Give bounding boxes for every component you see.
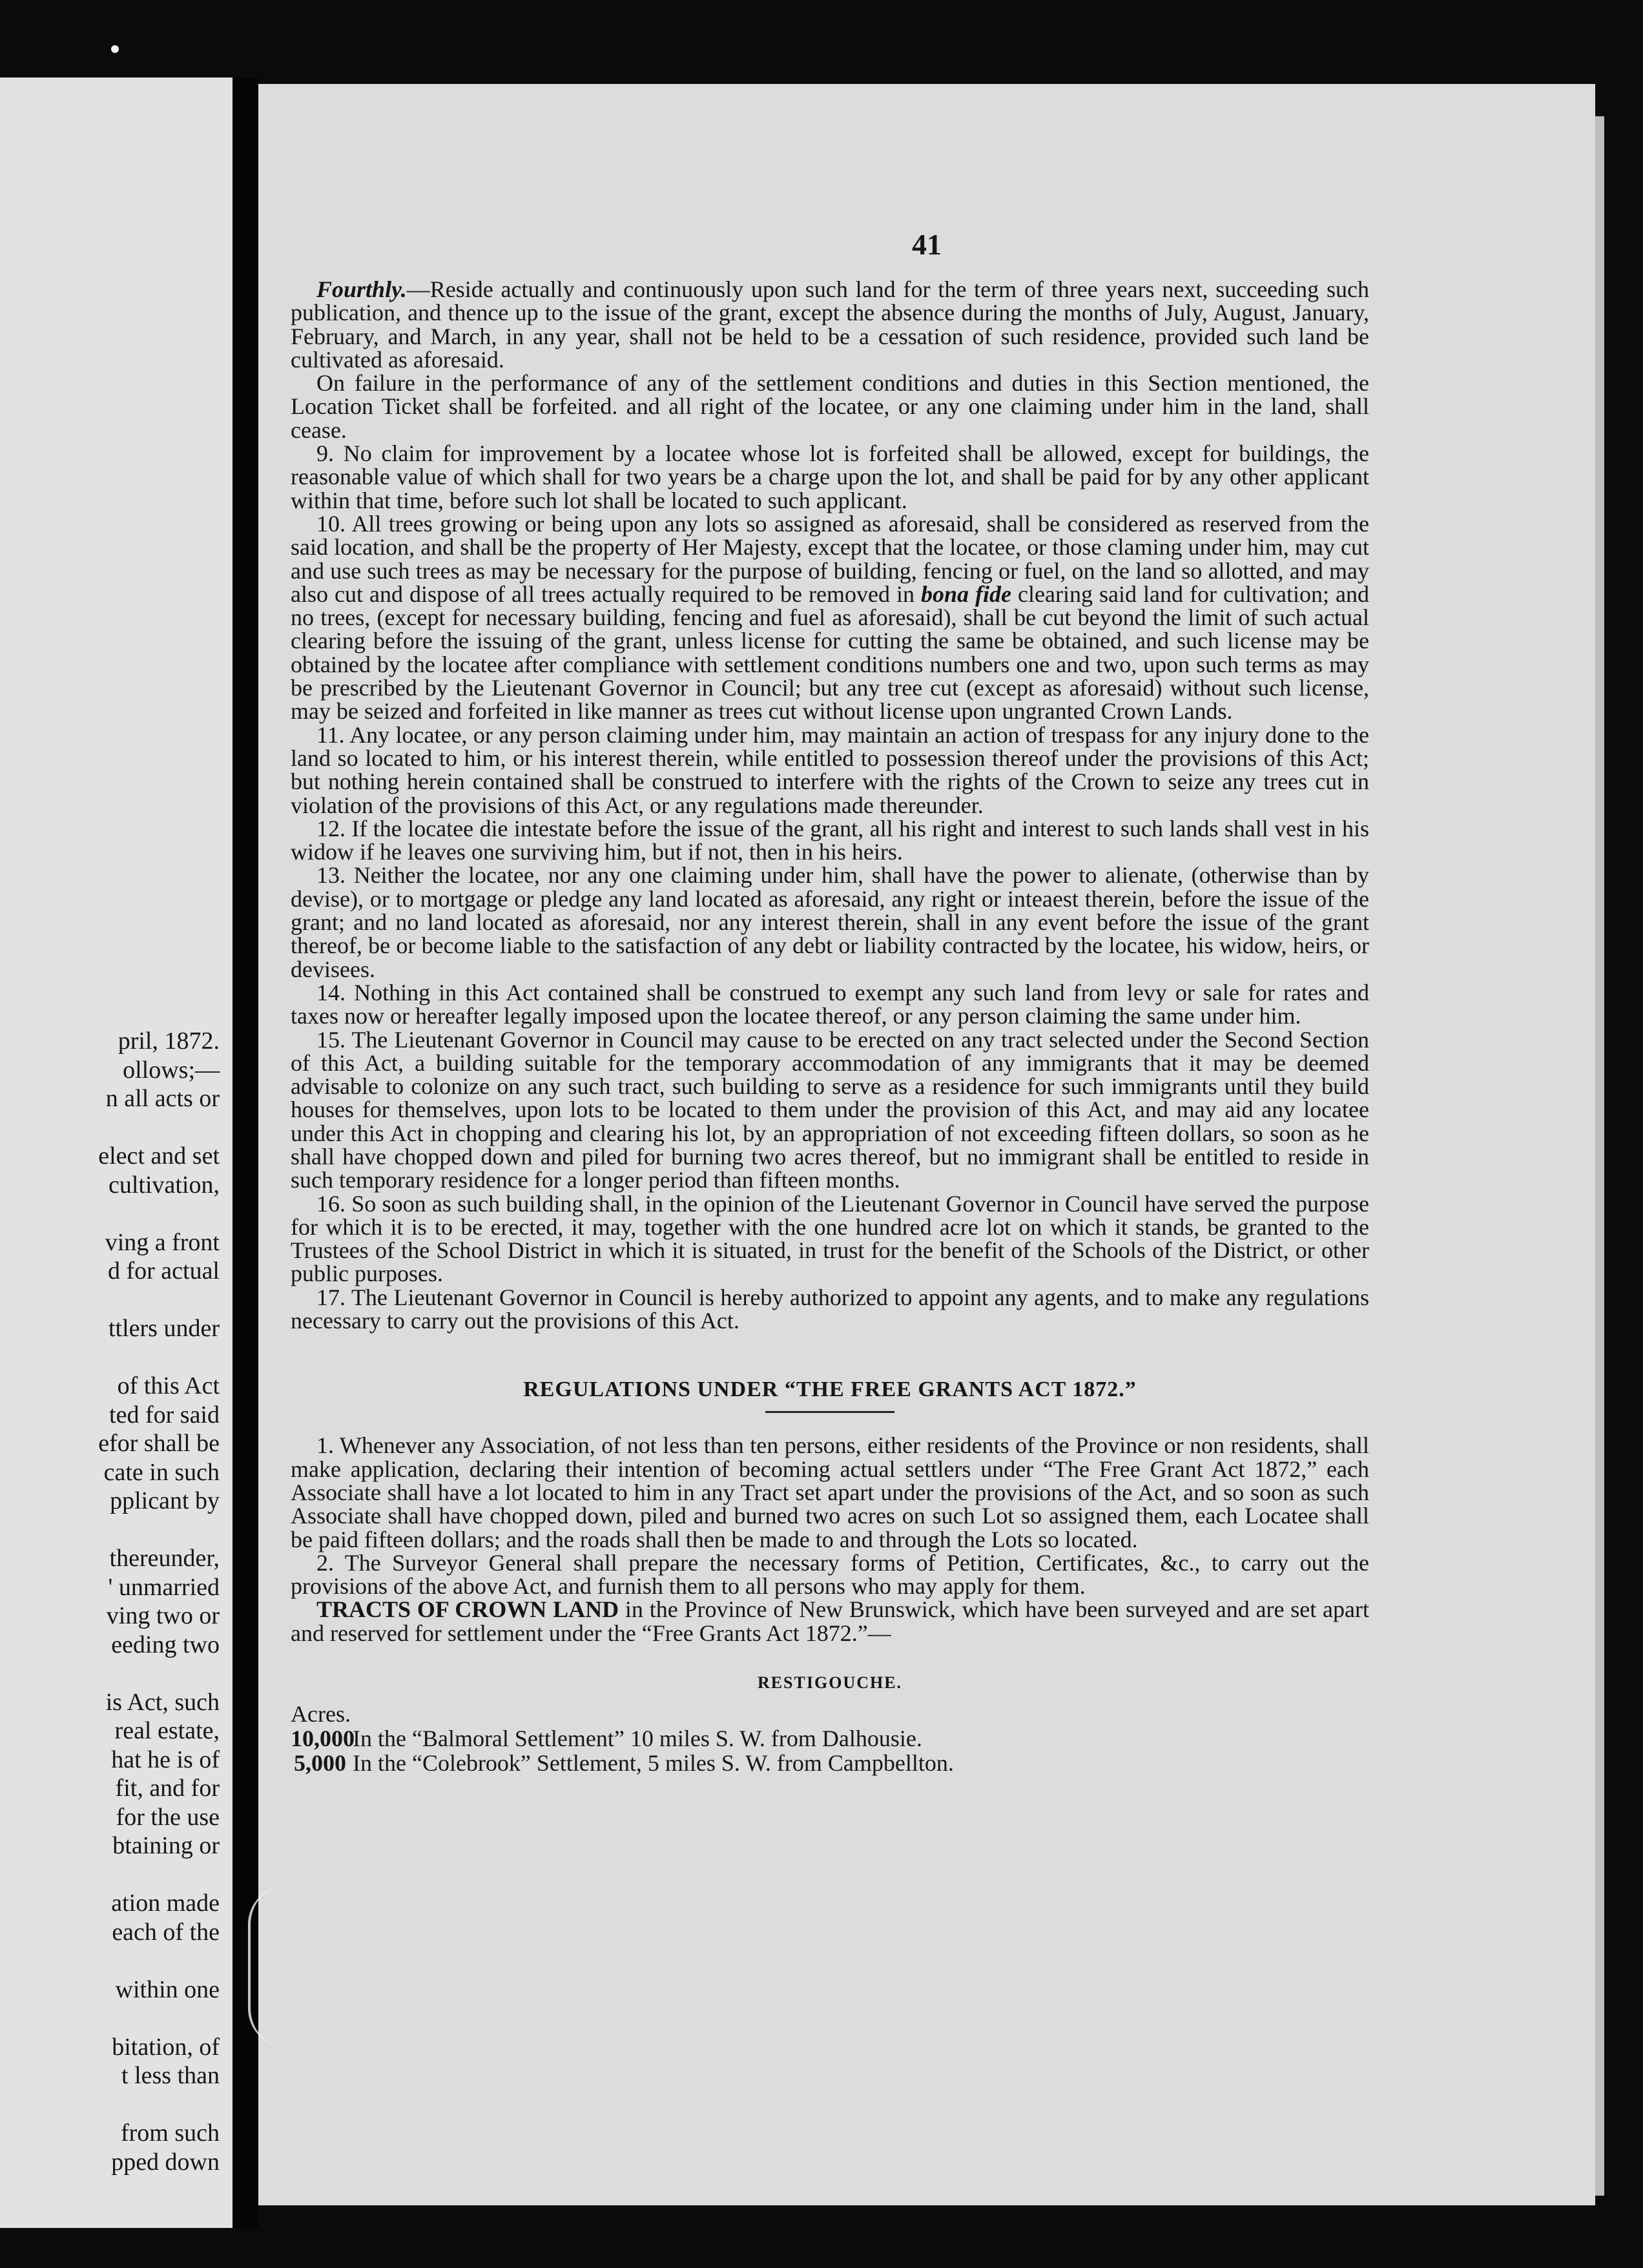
adjacent-page-fragment: bitation, of bbox=[112, 2033, 220, 2061]
adjacent-page-fragment: cate in such bbox=[103, 1458, 220, 1486]
adjacent-page-fragment: pplicant by bbox=[110, 1487, 220, 1514]
section-11: 11. Any locatee, or any person claiming under him, may maintain an action of trespass for any injury done to the land so located to him, or his interest therein, while entitled to possession thereof under the provisions of this Act; but nothing herein contained shall be construed to interfere with the rights of the Crown to seize any trees cut in violation of the provisions of this Act, or any regulations made thereunder. bbox=[291, 721, 1369, 818]
scan-speck bbox=[111, 45, 119, 53]
adjacent-page-fragment: efor shall be bbox=[98, 1430, 220, 1457]
adjacent-page-fragment: eeding two bbox=[111, 1631, 220, 1658]
adjacent-page-fragment: hat he is of bbox=[111, 1746, 220, 1773]
document-page bbox=[258, 84, 1595, 2205]
adjacent-page-fragment: of this Act bbox=[117, 1372, 220, 1399]
paragraph-on-failure: On failure in the performance of any of the settlement conditions and duties in this Section mentioned, the Location Ticket shall be forfeited. and all right of the locatee, or any one claiming under him in the land, shall cease. bbox=[291, 370, 1369, 443]
section-10-part-b: clearing said land for cultivation; and no trees, (except for necessary building, fencing and fuel as aforesaid), shall be cut beyond the limit of such actual clearing before the issuing of the grant, unless license for cutting the same be obtained, and such license may be obtained by the locatee after compliance with settlement conditions numbers one and two, upon such terms as may be prescribed by the Lieutenant Governor in Council; but any tree cut (except as aforesaid) without such license, may be seized and forfeited in like manner as trees cut without license upon ungranted Crown Lands. bbox=[291, 581, 1369, 725]
section-15: 15. The Lieutenant Governor in Council may cause to be erected on any tract selected under the Second Section of this Act, a building suitable for the temporary accommodation of any immigrants that it may be deemed advisable to colonize on any such tract, such building to serve as a residence for such immigrants until they build houses for themselves, upon lots to be located to them under the provision of this Act, and may aid any locatee under this Act in chopping and clearing his lot, by an appropriation of not exceeding fifteen dollars, so soon as he shall have chopped down and piled for burning two acres thereof, but no immigrant shall be entitled to reside in such temporary residence for a longer period than fifteen months. bbox=[291, 1026, 1369, 1193]
tract-acres: 5,000 bbox=[294, 1750, 346, 1777]
adjacent-page-strip bbox=[0, 77, 232, 2228]
page-body bbox=[291, 278, 1369, 1775]
adjacent-page-fragment: btaining or bbox=[112, 1832, 220, 1859]
scan-curve-mark bbox=[248, 1886, 289, 2047]
adjacent-page-fragment: d for actual bbox=[107, 1257, 220, 1284]
adjacent-page-fragment: from such bbox=[120, 2119, 220, 2147]
regulation-1: 1. Whenever any Association, of not less than ten persons, either residents of the Province or non residents, shall make application, declaring their intention of becoming actual settlers under “The Free Grant Act 1872,” each Associate shall have a lot located to him in any Tract set apart under the provisions of the Act, and so soon as such Associate shall have chopped down, piled and burned two acres on such Lot so assigned them, each Locatee shall be paid fifteen dollars; and the roads shall then be made to and through the Lots so located. bbox=[291, 1432, 1369, 1552]
adjacent-page-fragment: thereunder, bbox=[109, 1545, 220, 1572]
bona-fide-italic: bona fide bbox=[921, 581, 1012, 607]
adjacent-page-fragment: within one bbox=[115, 1975, 220, 2003]
adjacent-page-fragment: ollows;— bbox=[123, 1056, 220, 1084]
tract-description: In the “Balmoral Settlement” 10 miles S. W. from Dalhousie. bbox=[353, 1726, 922, 1752]
adjacent-page-fragment: cultivation, bbox=[108, 1171, 220, 1199]
adjacent-page-fragment: is Act, such bbox=[105, 1688, 220, 1716]
restigouche-heading: RESTIGOUCHE. bbox=[757, 1673, 903, 1693]
adjacent-page-fragment: pped down bbox=[111, 2148, 220, 2176]
adjacent-page-fragment: real estate, bbox=[114, 1717, 220, 1744]
section-9: 9. No claim for improvement by a locatee whose lot is forfeited shall be allowed, except for buildings, the reasonable value of which shall for two years be a charge upon the lot, and shall be paid for by any other applicant within that time, before such lot shall be located to such applicant. bbox=[291, 440, 1369, 513]
adjacent-page-fragment: elect and set bbox=[98, 1142, 220, 1170]
page-number: 41 bbox=[912, 228, 942, 261]
heading-rule bbox=[765, 1411, 894, 1413]
adjacent-page-fragment: ation made bbox=[111, 1890, 220, 1917]
adjacent-page-fragment: n all acts or bbox=[105, 1085, 220, 1112]
tract-row bbox=[291, 1751, 1369, 1775]
section-13: 13. Neither the locatee, nor any one claiming under him, shall have the power to alienate, (otherwise than by devise), or to mortgage or pledge any land located as aforesaid, any right or inteaest therein, before the issue of the grant; and no land located as aforesaid, nor any interest therein, shall in any event before the issue of the grant thereof, be or become liable to the satisfaction of any debt or liability contracted by the locatee, his widow, heirs, or devisees. bbox=[291, 862, 1369, 982]
adjacent-page-fragment: for the use bbox=[116, 1803, 220, 1831]
section-12: 12. If the locatee die intestate before the issue of the grant, all his right and interest to such lands shall vest in his widow if he leaves one surviving him, but if not, then in his heirs. bbox=[291, 815, 1369, 865]
fourthly-text: —Reside actually and continuously upon such land for the term of three years next, succeeding such publication, and thence up to the issue of the grant, except the absence during the months of July, August, January, February, and March, in any year, shall not be held to be a cessation of such residence, provided such land be cultivated as aforesaid. bbox=[291, 276, 1369, 373]
section-10 bbox=[291, 512, 1369, 723]
tracts-lead: TRACTS OF CROWN LAND bbox=[316, 1596, 619, 1623]
adjacent-page-fragment: ' unmarried bbox=[108, 1573, 220, 1601]
section-17: 17. The Lieutenant Governor in Council is hereby authorized to appoint any agents, and to make any regulations necessary to carry out the provisions of this Act. bbox=[291, 1284, 1369, 1334]
regulation-2: 2. The Surveyor General shall prepare the necessary forms of Petition, Certificates, &c., to carry out the provisions of the above Act, and furnish them to all persons who may apply for them. bbox=[291, 1549, 1369, 1600]
section-16: 16. So soon as such building shall, in the opinion of the Lieutenant Governor in Council have served the purpose for which it is to be erected, it may, together with the one hundred acre lot on which it stands, be granted to the Trustees of the School District in which it is situated, in trust for the benefit of the Schools of the District, or other public purposes. bbox=[291, 1190, 1369, 1287]
adjacent-page-fragment: t less than bbox=[121, 2062, 220, 2089]
section-10-part-a: 10. All trees growing or being upon any lots so assigned as aforesaid, shall be considered as reserved from the said location, and shall be the property of Her Majesty, except that the locatee, or those claming under him, may cut and use such trees as may be necessary for the purpose of building, fencing or fuel, on the land so allotted, and may also cut and dispose of all trees actually required to be removed in bbox=[291, 510, 1369, 607]
tract-acres: 10,000 bbox=[291, 1726, 355, 1752]
tract-description: In the “Colebrook” Settlement, 5 miles S. W. from Campbellton. bbox=[353, 1750, 954, 1777]
tract-row bbox=[291, 1726, 1369, 1751]
adjacent-page-fragment: ving two or bbox=[106, 1602, 220, 1629]
adjacent-page-fragment: each of the bbox=[112, 1918, 220, 1946]
section-14: 14. Nothing in this Act contained shall be construed to exempt any such land from levy or sale for rates and taxes now or hereafter legally imposed upon the locatee thereof, or any person claiming the same under him. bbox=[291, 979, 1369, 1029]
adjacent-page-fragment: ttlers under bbox=[108, 1315, 220, 1342]
tracts-text: in the Province of New Brunswick, which have been surveyed and are set apart and reserved for settlement under the “Free Grants Act 1872.”— bbox=[291, 1596, 1369, 1646]
regulations-heading: REGULATIONS UNDER “THE FREE GRANTS ACT 1872.” bbox=[523, 1377, 1137, 1402]
adjacent-page-fragment: fit, and for bbox=[115, 1775, 220, 1802]
fourthly-lead: Fourthly. bbox=[316, 276, 407, 302]
adjacent-page-fragment: pril, 1872. bbox=[118, 1027, 220, 1055]
page-edge-shadow bbox=[1595, 116, 1604, 2196]
adjacent-page-fragment: ving a front bbox=[105, 1228, 220, 1256]
paragraph-fourthly bbox=[291, 278, 1369, 371]
acres-column-label: Acres. bbox=[291, 1701, 351, 1727]
tracts-paragraph bbox=[291, 1598, 1369, 1645]
adjacent-page-fragment: ted for said bbox=[109, 1401, 220, 1428]
